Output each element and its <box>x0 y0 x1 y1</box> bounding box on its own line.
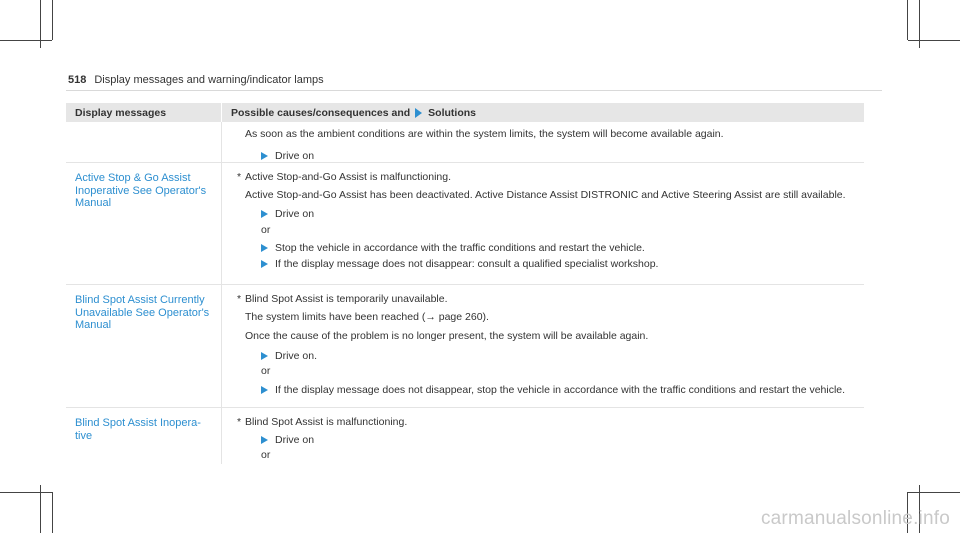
display-message: Blind Spot Assist Inopera-tive <box>75 417 201 442</box>
crop-mark <box>908 40 960 41</box>
info-paragraph: As soon as the ambient conditions are within the system limits, the system will become available again. <box>245 128 724 140</box>
table-row <box>66 408 864 464</box>
display-message: Active Stop & Go Assist Inoperative See Operator's Manual <box>75 172 207 209</box>
table-row <box>66 285 864 408</box>
crop-mark <box>907 0 908 40</box>
play-arrow-icon <box>261 386 268 394</box>
info-paragraph: The system limits have been reached (→ page 260). <box>245 310 489 323</box>
header-divider <box>66 90 882 91</box>
watermark: carmanualsonline.info <box>760 508 950 529</box>
action-step-text: If the display message does not disappear: consult a qualified specialist workshop. <box>275 257 659 270</box>
play-arrow-icon <box>261 210 268 218</box>
action-step-text: Stop the vehicle in accordance with the traffic conditions and restart the vehicle. <box>275 242 645 254</box>
page-header <box>68 74 324 86</box>
action-step <box>232 208 854 221</box>
causes-solutions <box>221 163 864 284</box>
cause-text: Blind Spot Assist is malfunctioning. <box>245 416 408 428</box>
play-arrow-icon <box>261 260 268 268</box>
action-step <box>232 242 854 255</box>
table-row <box>66 163 864 285</box>
display-message: Blind Spot Assist Currently Unavailable See Operator's Manual <box>75 294 210 331</box>
cause-item <box>232 171 854 184</box>
or-separator: or <box>261 365 271 377</box>
or-separator: or <box>261 449 271 461</box>
crop-mark <box>52 0 53 40</box>
play-arrow-icon <box>261 152 268 160</box>
cause-item <box>232 416 854 429</box>
action-step <box>232 350 854 363</box>
crop-mark <box>0 492 52 493</box>
play-arrow-icon <box>261 352 268 360</box>
causes-solutions <box>221 122 864 162</box>
messages-table <box>66 103 864 464</box>
play-arrow-icon <box>261 244 268 252</box>
action-step-text: Drive on <box>275 149 315 162</box>
bullet-star: * <box>237 416 242 428</box>
or-separator: or <box>261 223 271 236</box>
action-step <box>232 150 854 163</box>
action-step <box>232 258 854 271</box>
column-header-solutions-label: Solutions <box>428 106 477 119</box>
cause-item <box>232 293 854 306</box>
section-title: Display messages and warning/indicator lamps <box>94 74 324 86</box>
action-step-text: Drive on <box>275 433 315 446</box>
column-header-display-messages: Display messages <box>75 106 167 119</box>
action-step-text: Drive on. <box>275 349 318 362</box>
action-step-text: If the display message does not disappear, stop the vehicle in accordance with the traffic conditions and restart the vehicle. <box>275 383 846 396</box>
action-step <box>232 434 854 447</box>
causes-solutions <box>221 408 864 464</box>
display-message <box>66 122 221 162</box>
cause-text: Blind Spot Assist is temporarily unavailable. <box>245 293 448 305</box>
info-paragraph: Active Stop-and-Go Assist has been deactivated. Active Distance Assist DISTRONIC and Active Steering Assist are still available. <box>245 188 846 201</box>
crop-mark <box>52 492 53 533</box>
info-paragraph: Once the cause of the problem is no longer present, the system will be available again. <box>245 330 649 342</box>
column-header-causes-solutions <box>221 103 864 122</box>
table-header <box>66 103 864 122</box>
play-arrow-icon <box>415 108 422 118</box>
crop-mark <box>908 492 960 493</box>
action-step <box>232 384 854 397</box>
column-header-causes-label: Possible causes/consequences and <box>231 106 411 119</box>
play-arrow-icon <box>261 436 268 444</box>
cause-text: Active Stop-and-Go Assist is malfunctioning. <box>245 171 452 183</box>
table-row <box>66 122 864 163</box>
action-step-text: Drive on <box>275 208 315 220</box>
causes-solutions <box>221 285 864 407</box>
page-number: 518 <box>68 74 87 86</box>
bullet-star: * <box>237 293 242 305</box>
crop-mark <box>0 40 52 41</box>
bullet-star: * <box>237 171 242 183</box>
